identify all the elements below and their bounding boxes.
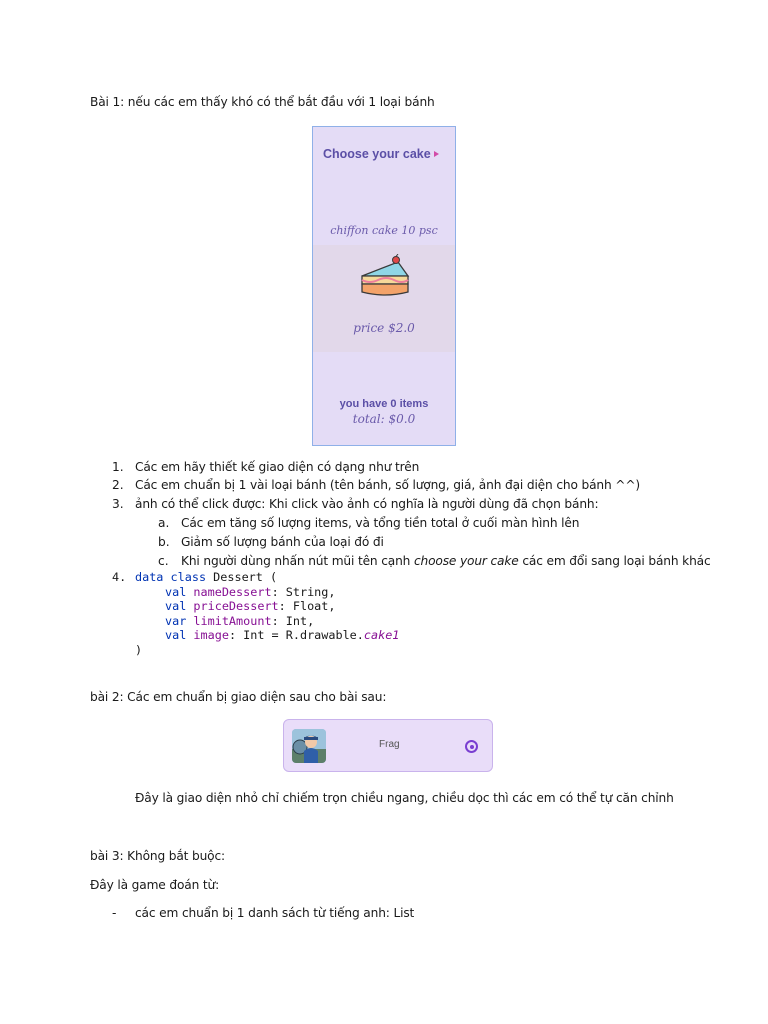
sublist-text-post: các em đổi sang loại bánh khác [518,554,711,568]
sublist-item: Các em tăng số lượng items, và tổng tiền total ở cuối màn hình lên [181,516,580,530]
cake-slice-icon[interactable] [358,254,412,302]
bai3-heading: bài 3: Không bắt buộc: [90,849,225,863]
radio-button[interactable] [465,740,478,753]
code-line [135,570,277,584]
code-type: : Int = R.drawable. [228,628,364,642]
code-keyword: val [165,628,187,642]
code-resource-name: cake1 [363,628,400,642]
list-item: ảnh có thể click được: Khi click vào ảnh có nghĩa là người dùng đã chọn bánh: [135,497,599,511]
code-type: : Float, [278,599,336,613]
price-label: price $2.0 [353,321,415,335]
code-type: : String, [271,585,336,599]
code-keyword: val [165,585,187,599]
code-keyword: val [165,599,187,613]
code-class-name: Dessert ( [213,570,278,584]
code-line [165,585,335,599]
cake-name-label: chiffon cake 10 psc [330,224,438,237]
list-number: 3. [112,497,124,511]
code-keyword: data [135,570,164,584]
bai1-heading: Bài 1: nếu các em thấy khó có thể bắt đầu với 1 loại bánh [90,95,435,109]
code-property: image [193,628,229,642]
sublist-text-pre: Khi người dùng nhấn nút mũi tên cạnh [181,554,414,568]
code-line [165,628,399,642]
character-avatar-icon [292,729,326,763]
sublist-item [181,554,711,568]
code-line [165,614,314,628]
bullet-dash: - [112,906,117,920]
code-property: priceDessert [193,599,279,613]
total-label: total: $0.0 [352,412,416,426]
sublist-letter: a. [158,516,170,530]
next-cake-arrow-icon[interactable] [434,151,439,157]
list-item: Các em hãy thiết kế giao diện có dạng như trên [135,460,420,474]
avatar [292,729,326,763]
code-line [165,599,335,613]
code-line-number: 4. [112,570,127,584]
sublist-item: Giảm số lượng bánh của loại đó đi [181,535,384,549]
code-property: limitAmount [193,614,272,628]
list-item: Các em chuẩn bị 1 vài loại bánh (tên bánh, số lượng, giá, ảnh đại diện cho bánh ^^) [135,478,640,492]
bai2-heading: bài 2: Các em chuẩn bị giao diện sau cho bài sau: [90,690,387,704]
code-keyword: var [165,614,187,628]
sublist-text-emphasis: choose your cake [413,554,519,568]
bai3-line: Đây là game đoán từ: [90,878,220,892]
code-property: nameDessert [193,585,272,599]
list-number: 1. [112,460,124,474]
sublist-letter: c. [158,554,169,568]
list-number: 2. [112,478,124,492]
bai3-list-item: các em chuẩn bị 1 danh sách từ tiếng anh: List [135,906,415,920]
code-keyword: class [170,570,207,584]
frag-label: Frag [379,739,400,750]
items-count-label: you have 0 items [339,398,429,410]
cake-app-mockup [312,126,456,446]
sublist-letter: b. [158,535,170,549]
frag-item-card[interactable] [283,719,493,772]
bai2-note: Đây là giao diện nhỏ chỉ chiếm trọn chiều ngang, chiều dọc thì các em có thể tự căn chỉnh [135,791,674,805]
code-line: ) [135,643,143,657]
choose-cake-title: Choose your cake [323,147,431,161]
code-type: : Int, [271,614,315,628]
